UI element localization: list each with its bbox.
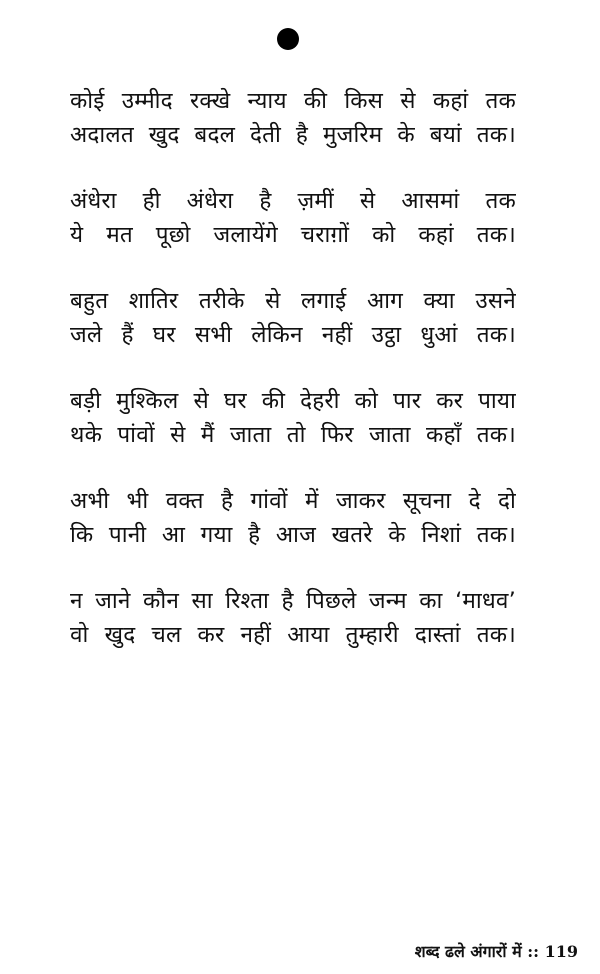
poem-line: वो खुद चल कर नहीं आया तुम्हारी दास्तां तक। bbox=[70, 622, 516, 648]
stanza bbox=[70, 284, 516, 352]
poem-line: अंधेरा ही अंधेरा है ज़मीं से आसमां तक bbox=[70, 188, 516, 214]
stanza bbox=[70, 84, 516, 152]
poem-line: अभी भी वक्त है गांवों में जाकर सूचना दे दो bbox=[70, 488, 516, 514]
poem-line: कि पानी आ गया है आज खतरे के निशां तक। bbox=[70, 522, 516, 548]
poem-line: न जाने कौन सा रिश्ता है पिछले जन्म का ‘माधव’ bbox=[70, 588, 516, 614]
bullet-icon bbox=[277, 28, 299, 50]
poem-line: बहुत शातिर तरीके से लगाई आग क्या उसने bbox=[70, 288, 516, 314]
poem bbox=[70, 84, 516, 684]
poem-line: थके पांवों से मैं जाता तो फिर जाता कहाँ तक। bbox=[70, 422, 516, 448]
stanza bbox=[70, 484, 516, 552]
poem-line: अदालत खुद बदल देती है मुजरिम के बयां तक। bbox=[70, 122, 516, 148]
poem-line: बड़ी मुश्किल से घर की देहरी को पार कर पाया bbox=[70, 388, 516, 414]
page-footer: शब्द ढले अंगारों में :: 119 bbox=[414, 942, 578, 961]
stanza bbox=[70, 384, 516, 452]
stanza bbox=[70, 184, 516, 252]
poem-line: कोई उम्मीद रक्खे न्याय की किस से कहां तक bbox=[70, 88, 516, 114]
stanza bbox=[70, 584, 516, 652]
poem-line: जले हैं घर सभी लेकिन नहीं उट्ठा धुआं तक। bbox=[70, 322, 516, 348]
poem-line: ये मत पूछो जलायेंगे चराग़ों को कहां तक। bbox=[70, 222, 516, 248]
